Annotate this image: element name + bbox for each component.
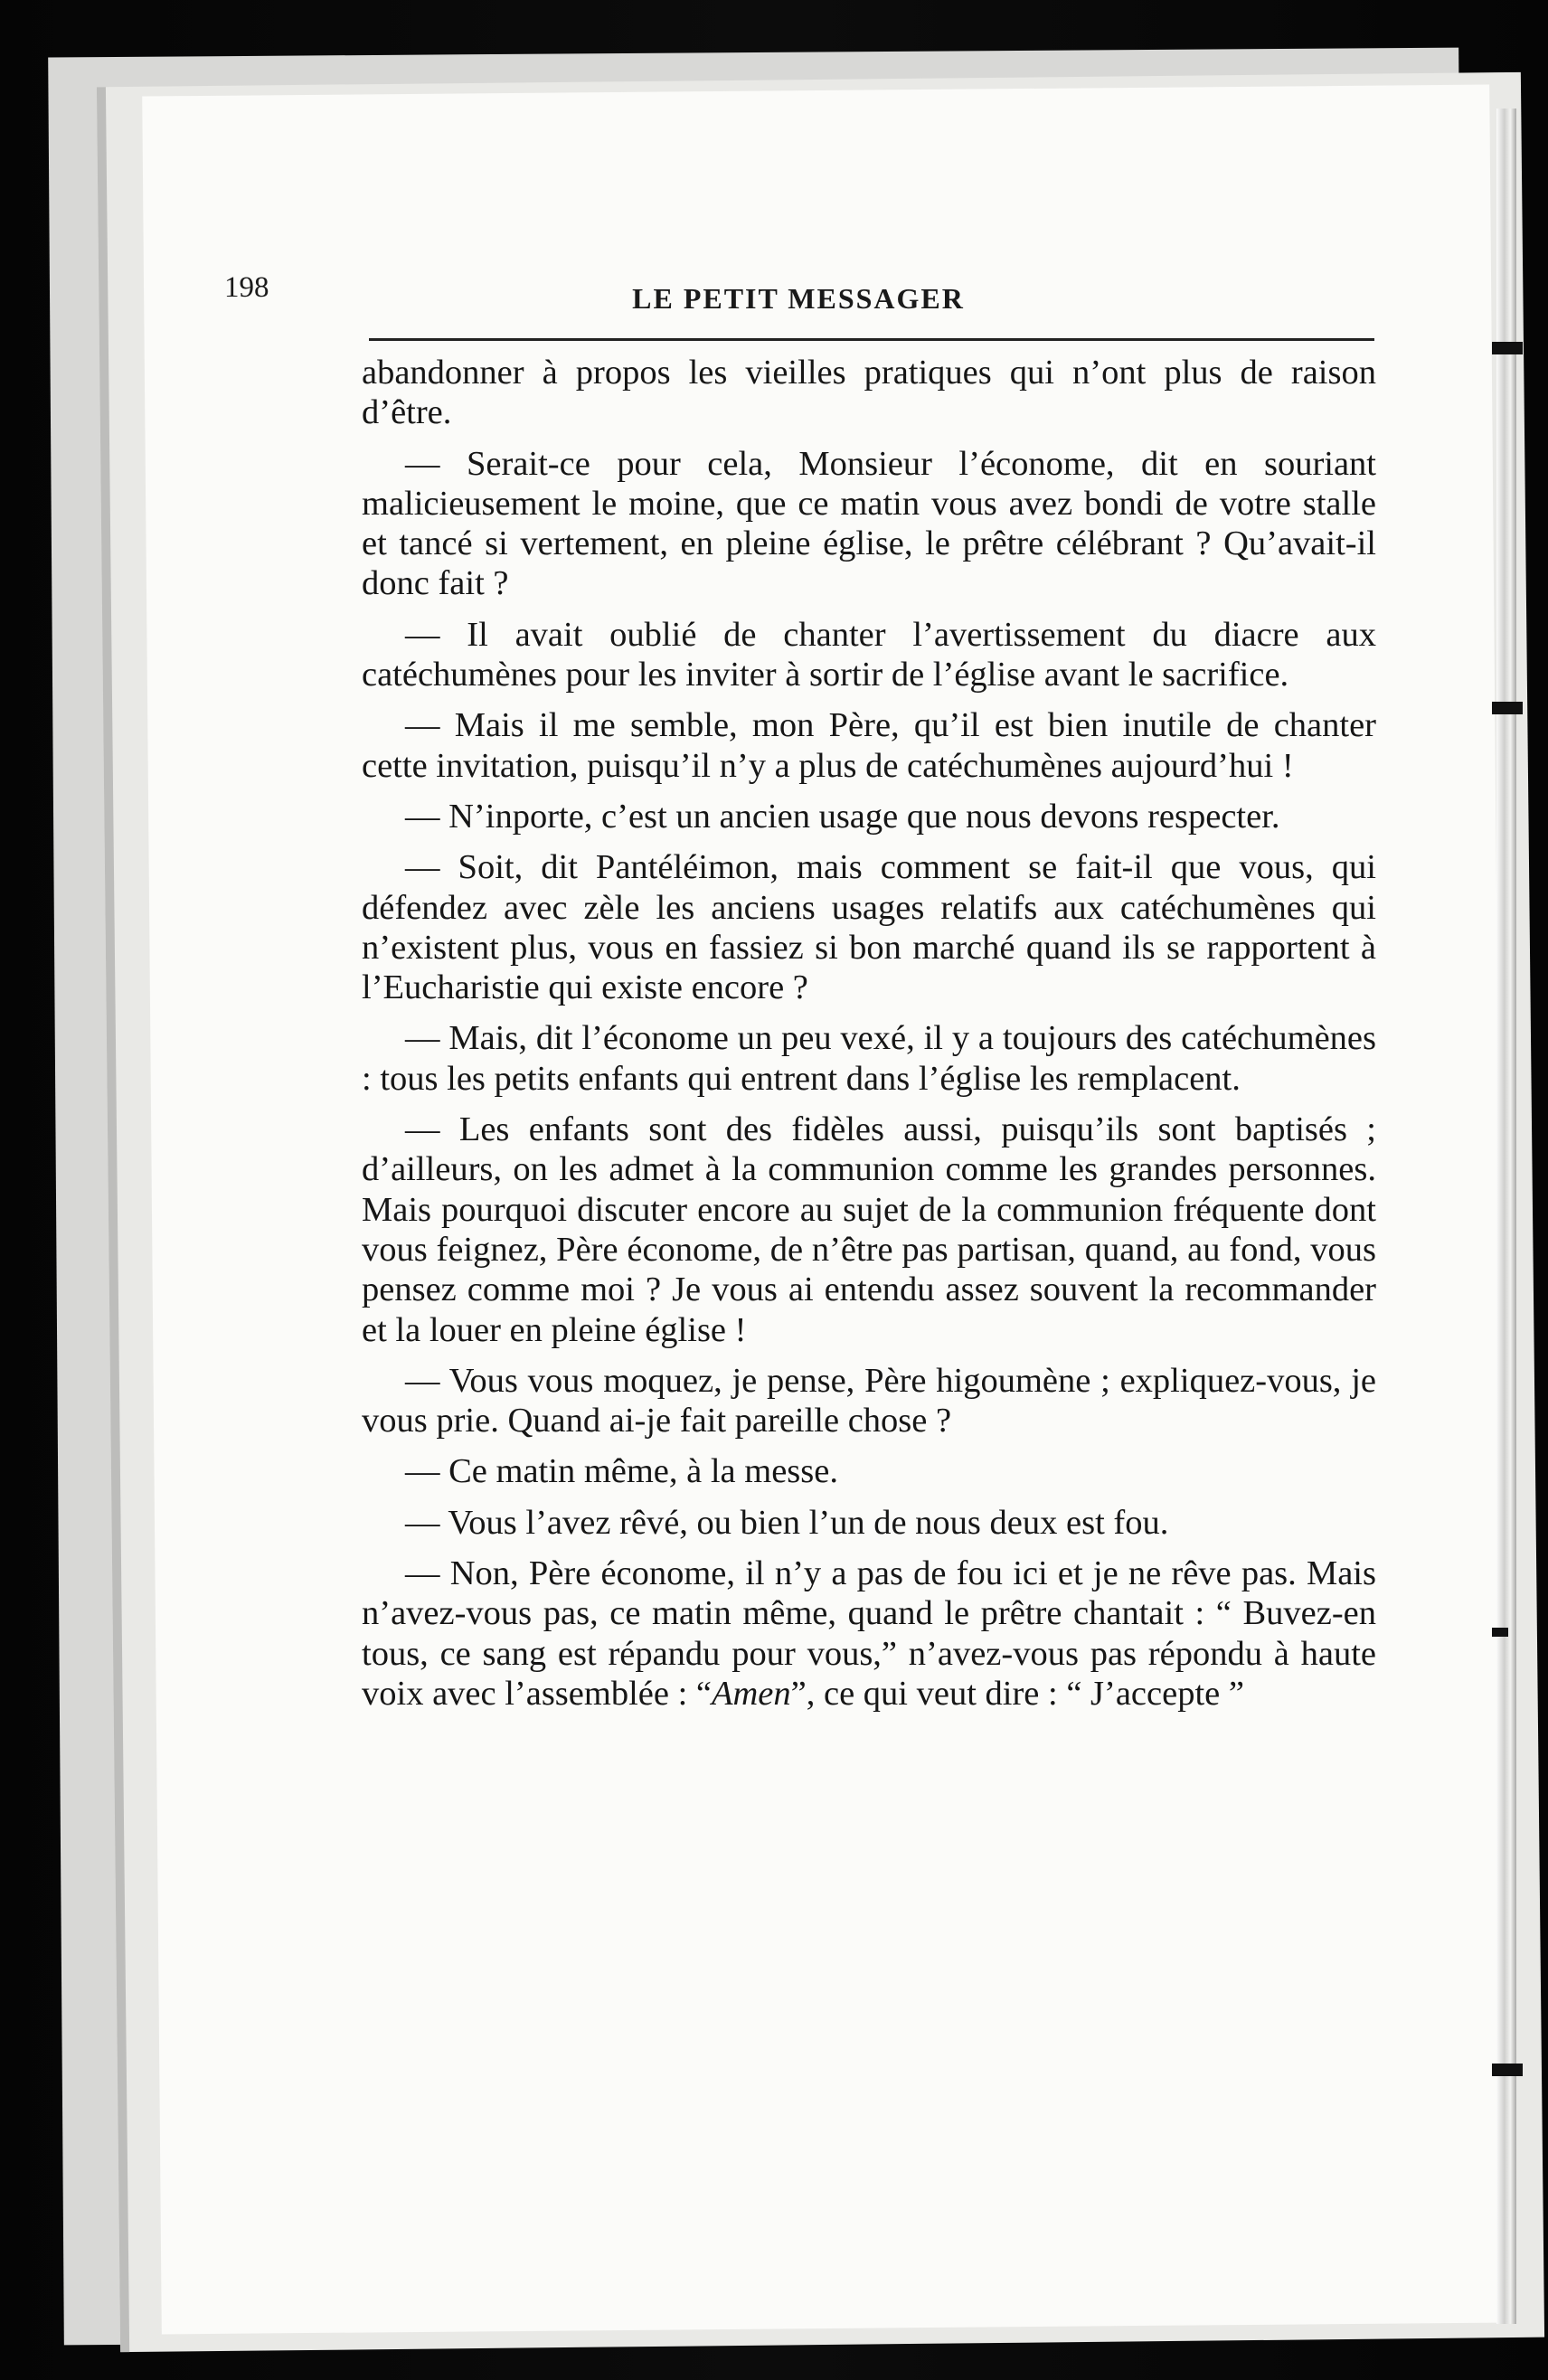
paragraph: — Les enfants sont des fidèles aussi, puisqu’ils sont baptisés ; d’ailleurs, on les admet à la communion comme les grandes personnes. Mais pourquoi discuter encore au sujet de la communion fréquente dont vous feignez, Père économe, de n’être pas partisan, quand, au fond, vous pensez comme moi ? Je vous ai entendu assez souvent la recommander et la louer en pleine église ! <box>362 1110 1376 1349</box>
paragraph: — Mais, dit l’économe un peu vexé, il y a toujours des catéchumènes : tous les petits enfants qui entrent dans l’église les remplacent. <box>362 1019 1376 1098</box>
body-text <box>362 353 1376 1724</box>
paragraph: — N’inporte, c’est un ancien usage que nous devons respecter. <box>405 797 1280 836</box>
paragraph: — Vous l’avez rêvé, ou bien l’un de nous deux est fou. <box>405 1503 1169 1542</box>
amen-emphasis: Amen <box>711 1674 791 1713</box>
page-number: 198 <box>224 271 269 304</box>
paragraph-last <box>362 1554 1376 1714</box>
paragraph: — Ce matin même, à la messe. <box>405 1452 838 1491</box>
edge-mark <box>1492 702 1523 714</box>
paragraph: — Vous vous moquez, je pense, Père higoumène ; expliquez-vous, je vous prie. Quand ai-je fait pareille chose ? <box>362 1361 1376 1440</box>
header-rule <box>369 338 1374 341</box>
paragraph: — Mais il me semble, mon Père, qu’il est bien inutile de chanter cette invitation, puisqu’il n’y a plus de catéchumènes aujourd’hui ! <box>362 706 1376 785</box>
paragraph: — Soit, dit Pantéléimon, mais comment se fait-il que vous, qui défendez avec zèle les anciens usages relatifs aux catéchumènes qui n’existent plus, vous en fassiez si bon marché quand ils se rapportent à l’Eucharistie qui existe encore ? <box>362 848 1376 1007</box>
paragraph: abandonner à propos les vieilles pratiques qui n’ont plus de raison d’être. <box>362 354 1376 432</box>
page-header <box>224 271 1373 326</box>
paragraph: — Il avait oublié de chanter l’avertissement du diacre aux catéchumènes pour les inviter à sortir de l’église avant le sacrifice. <box>362 615 1376 694</box>
paragraph-last-end: ”, ce qui veut dire : “ J’accepte ” <box>790 1674 1244 1713</box>
edge-mark <box>1492 1628 1508 1637</box>
edge-mark <box>1492 342 1523 354</box>
binding-edge <box>1496 109 1516 2324</box>
running-title: LE PETIT MESSAGER <box>632 282 965 315</box>
edge-mark <box>1492 2064 1523 2076</box>
paragraph: — Serait-ce pour cela, Monsieur l’économe, dit en souriant malicieusement le moine, que ce matin vous avez bondi de votre stalle et tancé si vertement, en pleine église, le prêtre célébrant ? Qu’avait-il donc fait ? <box>362 444 1376 603</box>
paragraph-last-start: — Non, Père économe, il n’y a pas de fou ici et je ne rêve pas. Mais n’avez-vous pas, ce matin même, quand le prêtre chantait : “ Buvez-en tous, ce sang est répandu pour vous,” n’avez-vous pas répondu à haute voix avec l’assemblée : “ <box>362 1554 1376 1713</box>
